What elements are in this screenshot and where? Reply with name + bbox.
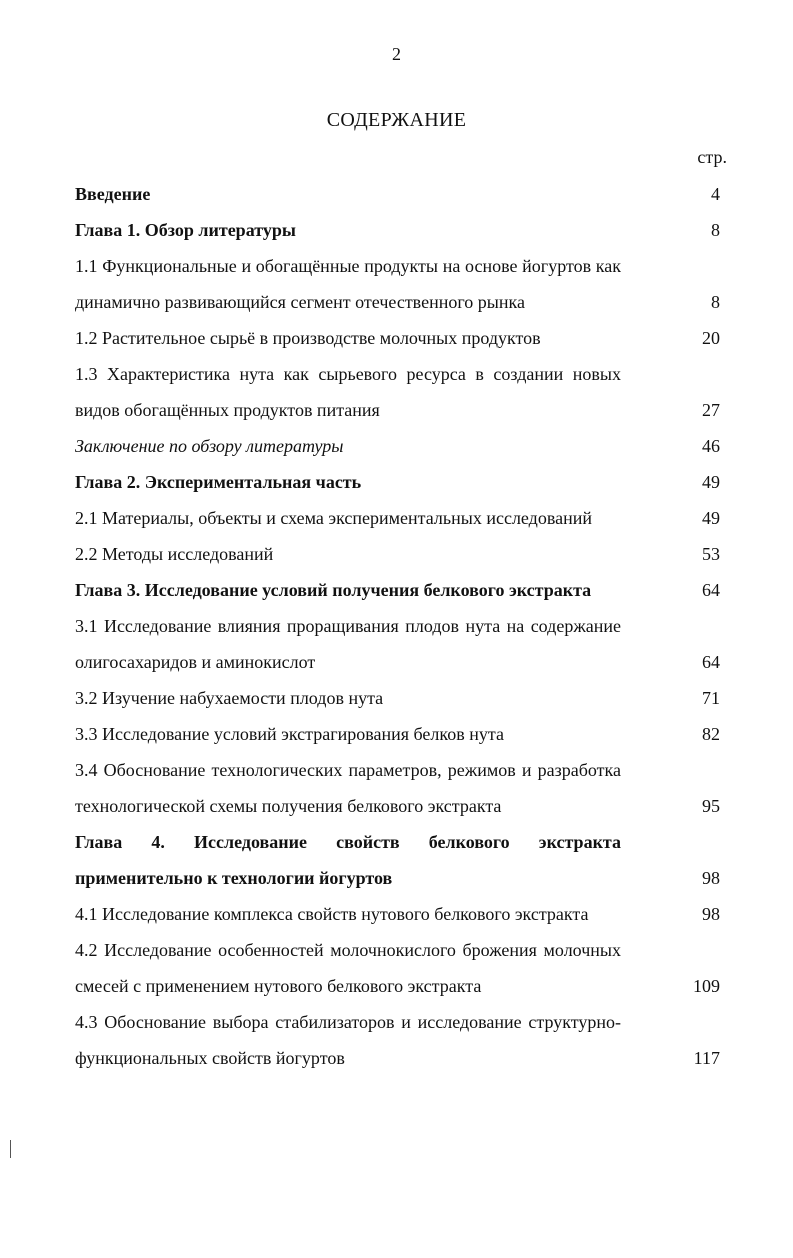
toc-entry xyxy=(75,180,720,216)
toc-entry xyxy=(75,828,720,900)
toc-entry-page: 27 xyxy=(702,400,720,420)
toc-entry xyxy=(75,900,720,936)
toc-entry xyxy=(75,1008,720,1080)
toc-entry-page: 95 xyxy=(702,796,720,816)
toc-entry xyxy=(75,432,720,468)
toc-entry xyxy=(75,504,720,540)
toc-entry-text: 1.2 Растительное сырьё в производстве молочных продуктов xyxy=(75,328,541,348)
toc-entry xyxy=(75,540,720,576)
toc-entry-text: 3.1 Исследование влияния проращивания плодов нута на содержание xyxy=(75,616,621,636)
toc-entry-text: 3.4 Обоснование технологических параметров, режимов и разработка xyxy=(75,760,621,780)
toc-entry xyxy=(75,720,720,756)
page-column-label: стр. xyxy=(697,147,727,167)
toc-entry-page: 64 xyxy=(702,652,720,672)
toc-entry-text: олигосахаридов и аминокислот xyxy=(75,652,316,672)
toc-entry-page: 49 xyxy=(702,472,720,492)
toc-entry xyxy=(75,468,720,504)
toc-entry xyxy=(75,756,720,828)
page-number: 2 xyxy=(392,44,401,64)
toc-entry xyxy=(75,684,720,720)
toc-entry-text: Глава 2. Экспериментальная часть xyxy=(75,472,362,492)
table-of-contents xyxy=(75,180,720,1080)
toc-entry-page: 46 xyxy=(702,436,720,456)
toc-entry-text: Глава 1. Обзор литературы xyxy=(75,220,296,240)
toc-entry-text: Введение xyxy=(75,184,151,204)
toc-entry-text: 1.1 Функциональные и обогащённые продукты на основе йогуртов как xyxy=(75,256,621,276)
toc-entry-page: 8 xyxy=(711,292,720,312)
toc-entry xyxy=(75,252,720,324)
toc-entry-text: 3.2 Изучение набухаемости плодов нута xyxy=(75,688,384,708)
toc-entry-page: 64 xyxy=(702,580,720,600)
toc-entry xyxy=(75,612,720,684)
toc-entry-page: 98 xyxy=(702,904,720,924)
toc-entry xyxy=(75,360,720,432)
toc-entry-page: 109 xyxy=(693,976,720,996)
toc-entry-text: применительно к технологии йогуртов xyxy=(75,868,393,888)
toc-entry-text: 3.3 Исследование условий экстрагирования белков нута xyxy=(75,724,504,744)
page-title: СОДЕРЖАНИЕ xyxy=(326,109,467,131)
toc-entry-text: 2.2 Методы исследований xyxy=(75,544,274,564)
toc-entry-text: 4.1 Исследование комплекса свойств нутового белкового экстракта xyxy=(75,904,589,924)
toc-entry-text: Глава 4. Исследование свойств белкового экстракта xyxy=(75,832,621,852)
toc-entry-text: функциональных свойств йогуртов xyxy=(75,1048,345,1068)
toc-entry-page: 8 xyxy=(711,220,720,240)
toc-entry-page: 82 xyxy=(702,724,720,744)
toc-entry-page: 53 xyxy=(702,544,720,564)
toc-entry-text: 1.3 Характеристика нута как сырьевого ресурса в создании новых xyxy=(75,364,621,384)
toc-entry-text: видов обогащённых продуктов питания xyxy=(75,400,380,420)
toc-entry-text: технологической схемы получения белкового экстракта xyxy=(75,796,502,816)
toc-entry-text: 4.3 Обоснование выбора стабилизаторов и исследование структурно- xyxy=(75,1012,621,1032)
toc-entry-text: 2.1 Материалы, объекты и схема экспериментальных исследований xyxy=(75,508,592,528)
toc-entry-page: 71 xyxy=(702,688,720,708)
toc-entry-text: смесей с применением нутового белкового экстракта xyxy=(75,976,482,996)
toc-entry-text: 4.2 Исследование особенностей молочнокислого брожения молочных xyxy=(75,940,621,960)
scan-mark xyxy=(10,1140,11,1158)
toc-entry-text: Глава 3. Исследование условий получения белкового экстракта xyxy=(75,580,592,600)
toc-entry-text: Заключение по обзору литературы xyxy=(75,436,344,456)
toc-entry-page: 49 xyxy=(702,508,720,528)
toc-entry-text: динамично развивающийся сегмент отечественного рынка xyxy=(75,292,525,312)
toc-entry xyxy=(75,324,720,360)
toc-entry-page: 98 xyxy=(702,868,720,888)
toc-entry xyxy=(75,576,720,612)
toc-entry-page: 20 xyxy=(702,328,720,348)
toc-entry-page: 117 xyxy=(693,1048,720,1068)
toc-entry xyxy=(75,216,720,252)
toc-entry xyxy=(75,936,720,1008)
toc-entry-page: 4 xyxy=(711,184,720,204)
